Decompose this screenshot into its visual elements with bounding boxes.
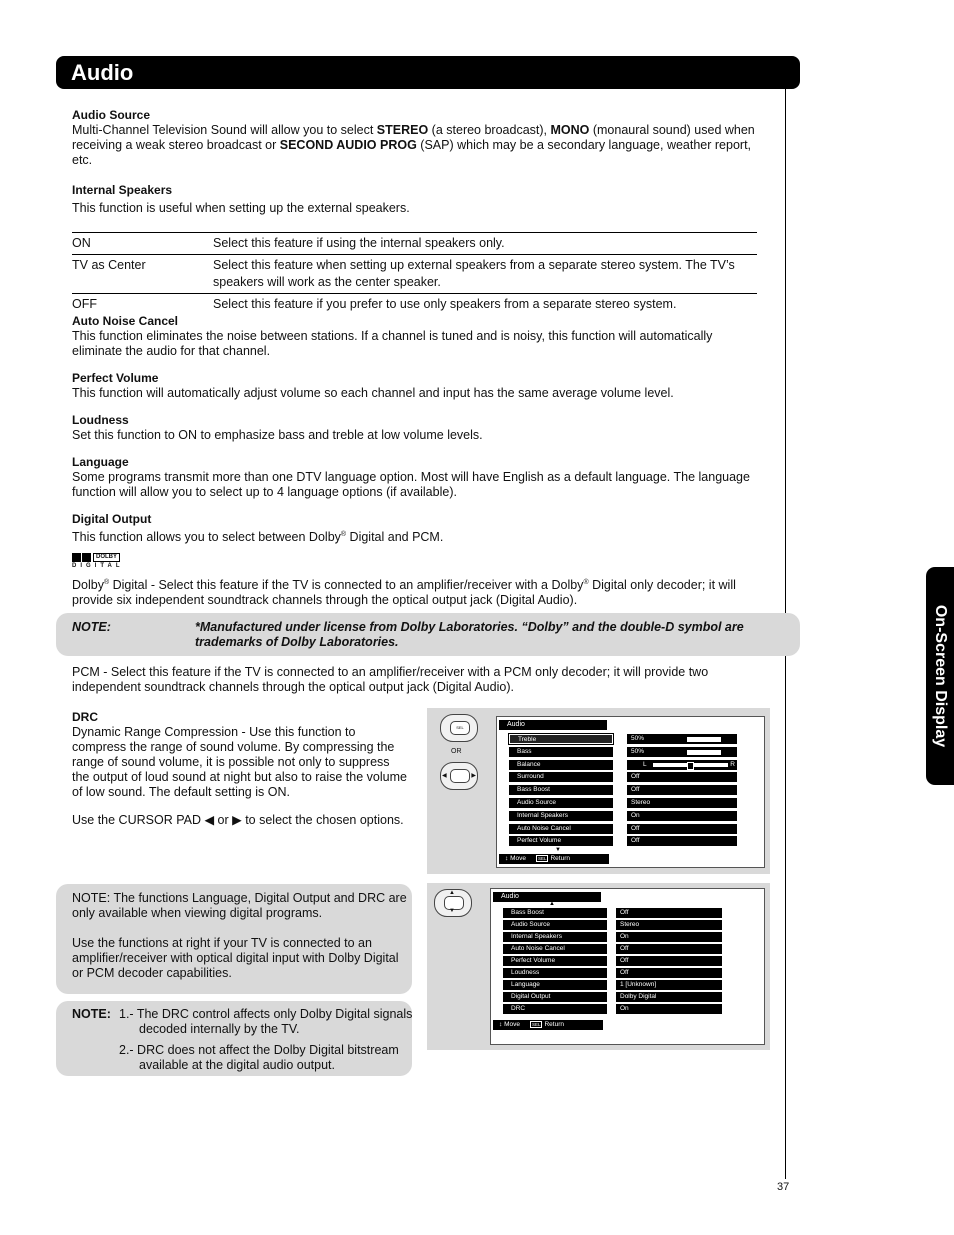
note-label: NOTE: <box>72 620 111 634</box>
digital-output-heading: Digital Output <box>72 512 152 526</box>
auto-noise-cancel-body: This function eliminates the noise between stations. If a channel is tuned and is noisy, this function will automatically eliminate the audio for that channel. <box>72 329 713 358</box>
menu-value: Off <box>616 968 722 978</box>
menu-value: On <box>616 932 722 942</box>
section-header-bar <box>56 56 800 89</box>
menu-item[interactable]: Digital Output <box>503 992 607 1002</box>
menu-item[interactable]: Bass Boost <box>509 785 613 795</box>
loudness-section <box>72 413 762 443</box>
perfect-volume-heading: Perfect Volume <box>72 371 159 385</box>
note-label: NOTE: <box>72 1007 111 1021</box>
note-item: 1.- The DRC control affects only Dolby Digital signals decoded internally by the TV. <box>119 1007 413 1036</box>
menu-item[interactable]: Internal Speakers <box>503 932 607 942</box>
note-text: *Manufactured under license from Dolby Laboratories. “Dolby” and the double-D symbol are trademarks of Dolby Laboratories. <box>195 620 744 649</box>
option-description: Select this feature when setting up external speakers from a separate stereo system. The TV’s speakers will work as the center speaker. <box>213 257 735 289</box>
dolby-logo-text: DOLBY <box>93 553 120 562</box>
language-section <box>72 455 762 500</box>
arrow-up-icon: ▲ <box>449 890 455 896</box>
option-description: Select this feature if using the internal speakers only. <box>213 236 505 250</box>
sel-key-icon: SEL <box>537 855 547 861</box>
balance-slider[interactable]: L R <box>627 760 737 770</box>
page-number: 37 <box>777 1181 790 1193</box>
remote-cursor-pad-icon <box>434 889 472 917</box>
perfect-volume-section <box>72 371 762 401</box>
menu-value: Off <box>627 836 737 846</box>
drc-cursor-instructions: Use the CURSOR PAD ◀ or ▶ to select the chosen options. <box>72 813 404 827</box>
or-label: OR <box>451 748 462 755</box>
scroll-up-icon: ▲ <box>549 901 555 907</box>
audio-source-body: Multi-Channel Television Sound will allow you to select STEREO (a stereo broadcast), MONO (monaural sound) used when receiving a weak stereo broadcast or SECOND AUDIO PROG (SAP) which may be a secondary language, weather report, etc. <box>72 123 755 167</box>
audio-source-heading: Audio Source <box>72 108 151 122</box>
menu-item[interactable]: DRC <box>503 1004 607 1014</box>
drc-section <box>72 710 407 828</box>
loudness-body: Set this function to ON to emphasize bass and treble at low volume levels. <box>72 428 483 442</box>
menu-value: Stereo <box>627 798 737 808</box>
dolby-digital-logo <box>72 553 122 569</box>
menu-item[interactable]: Surround <box>509 772 613 782</box>
drc-heading: DRC <box>72 710 98 724</box>
balance-knob[interactable] <box>687 762 694 770</box>
side-tab-label: On-Screen Display <box>932 604 949 748</box>
drc-note <box>56 1001 412 1076</box>
bass-level-bar <box>651 750 721 755</box>
perfect-volume-body: This function will automatically adjust volume so each channel and input has the same average volume level. <box>72 386 674 400</box>
remote-cursor-pad-icon <box>440 762 478 790</box>
dolby-trademark-note <box>56 613 800 656</box>
table-row <box>72 294 757 315</box>
loudness-heading: Loudness <box>72 413 129 427</box>
page-title: Audio <box>71 60 134 85</box>
menu-value: Stereo <box>616 920 722 930</box>
table-row <box>72 232 757 255</box>
menu-item[interactable]: Treble <box>509 734 613 744</box>
option-key: TV as Center <box>72 257 146 272</box>
sel-key-icon: SEL <box>531 1021 541 1027</box>
side-tab-on-screen-display <box>926 567 954 785</box>
menu-value: 1 [Unknown] <box>616 980 722 990</box>
audio-menu-illustration-1 <box>427 708 770 874</box>
balance-track <box>653 763 728 767</box>
menu-item[interactable]: Perfect Volume <box>503 956 607 966</box>
move-icon: ↕ <box>505 855 509 862</box>
menu-value: 50% <box>627 734 737 744</box>
menu-item[interactable]: Loudness <box>503 968 607 978</box>
menu-value: Off <box>627 824 737 834</box>
option-key: OFF <box>72 296 97 311</box>
tv-screen <box>496 716 765 868</box>
pcm-description: PCM - Select this feature if the TV is connected to an amplifier/receiver with a PCM only decoder; it will provide two independent soundtrack channels through the optical output jack (Digital Audio). <box>72 665 709 694</box>
option-key: ON <box>72 236 91 250</box>
menu-item[interactable]: Perfect Volume <box>509 836 613 846</box>
menu-item[interactable]: Balance <box>509 760 613 770</box>
menu-value: Off <box>627 785 737 795</box>
audio-menu-illustration-2 <box>427 883 770 1050</box>
auto-noise-cancel-section <box>72 314 762 359</box>
note-item: 2.- DRC does not affect the Dolby Digital bitstream available at the digital audio output. <box>119 1043 399 1072</box>
menu-item[interactable]: Audio Source <box>509 798 613 808</box>
digital-output-section <box>72 512 762 545</box>
menu-item[interactable]: Internal Speakers <box>509 811 613 821</box>
digital-output-body: This function allows you to select between Dolby® Digital and PCM. <box>72 530 444 545</box>
dolby-digital-description: Dolby® Digital - Select this feature if the TV is connected to an amplifier/receiver with a Dolby® Digital only decoder; it will provide six independent soundtrack channels through the optical output jack (Digital Audio). <box>72 578 736 608</box>
note-text: NOTE: The functions Language, Digital Output and DRC are only available when viewing digital programs. <box>72 891 407 920</box>
menu-value: Off <box>627 772 737 782</box>
digital-only-note <box>56 884 412 994</box>
audio-source-section <box>72 108 762 168</box>
menu-value: On <box>616 1004 722 1014</box>
menu-footer: ↕ Move SEL Return <box>499 854 609 864</box>
internal-speakers-table <box>72 232 757 314</box>
menu-item[interactable]: Bass <box>509 747 613 757</box>
menu-item[interactable]: Audio Source <box>503 920 607 930</box>
internal-speakers-heading: Internal Speakers <box>72 183 173 197</box>
move-icon: ↕ <box>499 1021 503 1028</box>
drc-body: Dynamic Range Compression - Use this function to compress the range of sound volume. By compressing the range of sound volume, it is possible not only to suppress the output of loud sound at night but also to raise the volume of low sound. The default setting is ON. <box>72 725 407 799</box>
menu-value: Off <box>616 956 722 966</box>
menu-value: On <box>627 811 737 821</box>
note-text: Use the functions at right if your TV is connected to an amplifier/receiver with optical digital input with Dolby Digital or PCM decoder capabilities. <box>72 936 399 980</box>
internal-speakers-section <box>72 183 762 216</box>
language-heading: Language <box>72 455 129 469</box>
tv-screen <box>490 888 765 1045</box>
menu-value: Dolby Digital <box>616 992 722 1002</box>
menu-value: Off <box>616 944 722 954</box>
menu-value: 50% <box>627 747 737 757</box>
menu-item[interactable]: Bass Boost <box>503 908 607 918</box>
arrow-right-icon: ▶ <box>471 773 476 779</box>
menu-item[interactable]: Auto Noise Cancel <box>503 944 607 954</box>
dolby-logo-subtext: DIGITAL <box>72 563 124 569</box>
language-body: Some programs transmit more than one DTV language option. Most will have English as a default language. The language function will allow you to select up to 4 language options (if available). <box>72 470 750 499</box>
internal-speakers-body: This function is useful when setting up the external speakers. <box>72 201 410 215</box>
menu-footer: ↕ Move SEL Return <box>493 1020 603 1030</box>
arrow-down-icon: ▼ <box>449 908 455 914</box>
table-row <box>72 255 757 294</box>
menu-item[interactable]: Language <box>503 980 607 990</box>
menu-title: Audio <box>493 892 601 902</box>
menu-title: Audio <box>499 720 607 730</box>
remote-sel-button-icon: SEL <box>440 714 478 742</box>
treble-level-bar <box>651 737 721 742</box>
menu-item[interactable]: Auto Noise Cancel <box>509 824 613 834</box>
scroll-down-icon: ▼ <box>555 847 561 853</box>
auto-noise-cancel-heading: Auto Noise Cancel <box>72 314 179 328</box>
arrow-left-icon: ◀ <box>442 773 447 779</box>
menu-value: Off <box>616 908 722 918</box>
option-description: Select this feature if you prefer to use only speakers from a separate stereo system. <box>213 296 677 311</box>
